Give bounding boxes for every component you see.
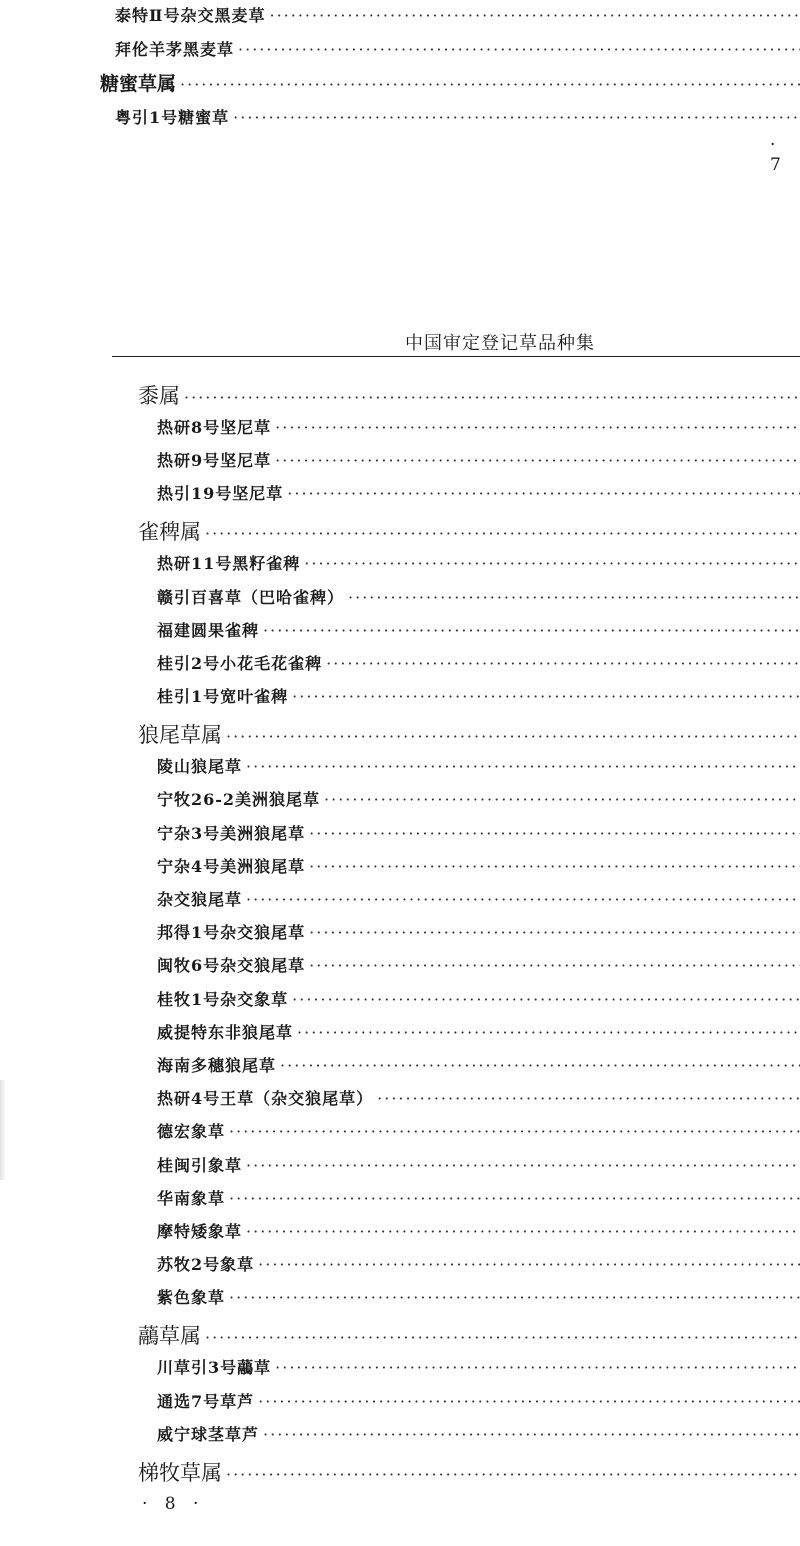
leader-dots <box>226 1465 800 1484</box>
toc-entry-label: 桂闽引象草 <box>157 1155 243 1175</box>
toc-species-entry <box>157 854 800 877</box>
leader-dots <box>258 1392 800 1411</box>
toc-entry-label: 桂引1号宽叶雀稗 <box>157 687 289 707</box>
toc-entry-label: 赣引百喜草（巴哈雀稗） <box>157 587 345 607</box>
toc-entry-label: 紫色象草 <box>157 1288 226 1308</box>
toc-entry-label: 热研4号王草（杂交狼尾草） <box>157 1089 374 1109</box>
toc-entry-label: 川草引3号虉草 <box>157 1358 272 1378</box>
leader-dots <box>297 1023 800 1042</box>
leader-dots <box>309 956 800 975</box>
toc-species-entry <box>157 1053 800 1076</box>
leader-dots <box>287 484 800 503</box>
toc-entry-label: 热研9号坚尼草 <box>157 451 272 471</box>
leader-dots <box>226 727 800 746</box>
toc-genus-entry <box>138 516 800 546</box>
toc-entry-label: 宁牧26-2美洲狼尾草 <box>157 790 321 810</box>
toc-entry-label: 狼尾草属 <box>138 723 222 748</box>
page-shadow <box>0 1080 6 1180</box>
toc-entry-label: 糖蜜草属 <box>100 73 177 95</box>
toc-species-entry <box>157 448 800 471</box>
toc-entry <box>115 105 800 128</box>
leader-dots <box>233 108 800 127</box>
toc-species-entry <box>157 787 800 810</box>
toc-species-entry <box>157 1355 800 1378</box>
toc-entry-label: 海南多穗狼尾草 <box>157 1056 277 1075</box>
running-head: 中国审定登记草品种集 <box>405 333 595 354</box>
toc-entry-label: 热研8号坚尼草 <box>157 418 272 437</box>
toc-species-entry <box>157 1086 800 1109</box>
toc-species-entry <box>157 1285 800 1308</box>
toc-species-entry <box>157 551 800 574</box>
leader-dots <box>246 1156 800 1175</box>
toc-species-entry <box>157 585 800 608</box>
leader-dots <box>246 1222 800 1241</box>
toc-entry-label: 邦得1号杂交狼尾草 <box>157 923 306 943</box>
toc-species-entry <box>157 1422 800 1445</box>
toc-entry-label: 陵山狼尾草 <box>157 757 243 777</box>
toc-species-entry <box>157 1186 800 1209</box>
toc-entry-label: 热引19号坚尼草 <box>157 484 284 504</box>
toc-entry <box>100 69 800 96</box>
leader-dots <box>205 1328 800 1347</box>
toc-entry-label: 威提特东非狼尾草 <box>157 1022 294 1042</box>
leader-dots <box>304 554 800 573</box>
leader-dots <box>309 923 800 942</box>
toc-species-entry <box>157 821 800 844</box>
leader-dots <box>348 588 800 607</box>
leader-dots <box>246 890 800 909</box>
leader-dots <box>309 857 800 876</box>
leader-dots <box>229 1189 800 1208</box>
toc-species-entry <box>157 415 800 438</box>
toc-species-entry <box>157 754 800 777</box>
toc-species-entry <box>157 953 800 976</box>
toc-entry-label: 宁杂4号美洲狼尾草 <box>157 856 306 876</box>
page-number: · 8 · <box>142 1494 205 1514</box>
toc-entry-label: 德宏象草 <box>157 1122 226 1142</box>
toc-entry-label: 桂引2号小花毛花雀稗 <box>157 654 323 673</box>
leader-dots <box>280 1056 800 1075</box>
toc-entry <box>115 37 800 60</box>
toc-entry-label: 虉草属 <box>138 1324 201 1349</box>
leader-dots <box>292 687 800 706</box>
toc-entry <box>115 3 800 26</box>
toc-genus-entry <box>138 1457 800 1487</box>
leader-dots <box>377 1089 800 1108</box>
leader-dots <box>275 418 800 437</box>
toc-species-entry <box>157 1389 800 1412</box>
toc-species-entry <box>157 887 800 910</box>
leader-dots <box>309 824 800 843</box>
toc-entry-label: 黍属 <box>138 384 180 408</box>
page-number: · 7 <box>770 135 787 175</box>
leader-dots <box>263 1425 800 1444</box>
leader-dots <box>238 40 800 59</box>
header-rule <box>112 356 800 357</box>
toc-entry-label: 粤引1号糖蜜草 <box>115 108 230 127</box>
toc-entry-label: 桂牧1号杂交象草 <box>157 989 289 1009</box>
toc-species-entry <box>157 1252 800 1275</box>
toc-species-entry <box>157 987 800 1010</box>
leader-dots <box>258 1255 800 1274</box>
toc-entry-label: 梯牧草属 <box>138 1460 222 1485</box>
toc-entry-label: 福建圆果雀稗 <box>157 620 260 640</box>
toc-species-entry <box>157 1020 800 1043</box>
toc-genus-entry <box>138 1320 800 1350</box>
toc-species-entry <box>157 1119 800 1142</box>
toc-species-entry <box>157 481 800 504</box>
leader-dots <box>229 1122 800 1141</box>
leader-dots <box>263 621 800 640</box>
toc-genus-entry <box>138 380 800 410</box>
toc-species-entry <box>157 684 800 707</box>
toc-entry-label: 雀稗属 <box>138 520 201 545</box>
toc-genus-entry <box>138 719 800 749</box>
toc-entry-label: 热研11号黑籽雀稗 <box>157 554 301 574</box>
toc-entry-label: 杂交狼尾草 <box>157 890 243 909</box>
toc-species-entry <box>157 1153 800 1176</box>
toc-entry-label: 苏牧2号象草 <box>157 1255 255 1275</box>
toc-species-entry <box>157 651 800 674</box>
leader-dots <box>180 75 800 94</box>
leader-dots <box>275 451 800 470</box>
leader-dots <box>292 990 800 1009</box>
leader-dots <box>326 654 800 673</box>
leader-dots <box>270 6 800 25</box>
toc-entry-label: 华南象草 <box>157 1188 226 1208</box>
leader-dots <box>184 388 800 407</box>
leader-dots <box>275 1358 800 1377</box>
toc-entry-label: 拜伦羊茅黑麦草 <box>115 40 235 59</box>
leader-dots <box>324 790 800 809</box>
leader-dots <box>229 1288 800 1307</box>
toc-entry-label: 摩特矮象草 <box>157 1222 243 1241</box>
toc-entry-label: 威宁球茎草芦 <box>157 1424 260 1444</box>
leader-dots <box>205 524 800 543</box>
toc-entry-label: 宁杂3号美洲狼尾草 <box>157 823 306 843</box>
toc-entry-label: 闽牧6号杂交狼尾草 <box>157 956 306 976</box>
toc-species-entry <box>157 920 800 943</box>
toc-entry-label: 泰特Ⅱ号杂交黑麦草 <box>115 6 266 25</box>
leader-dots <box>246 757 800 776</box>
toc-species-entry <box>157 618 800 641</box>
toc-entry-label: 通选7号草芦 <box>157 1391 255 1411</box>
toc-species-entry <box>157 1219 800 1242</box>
